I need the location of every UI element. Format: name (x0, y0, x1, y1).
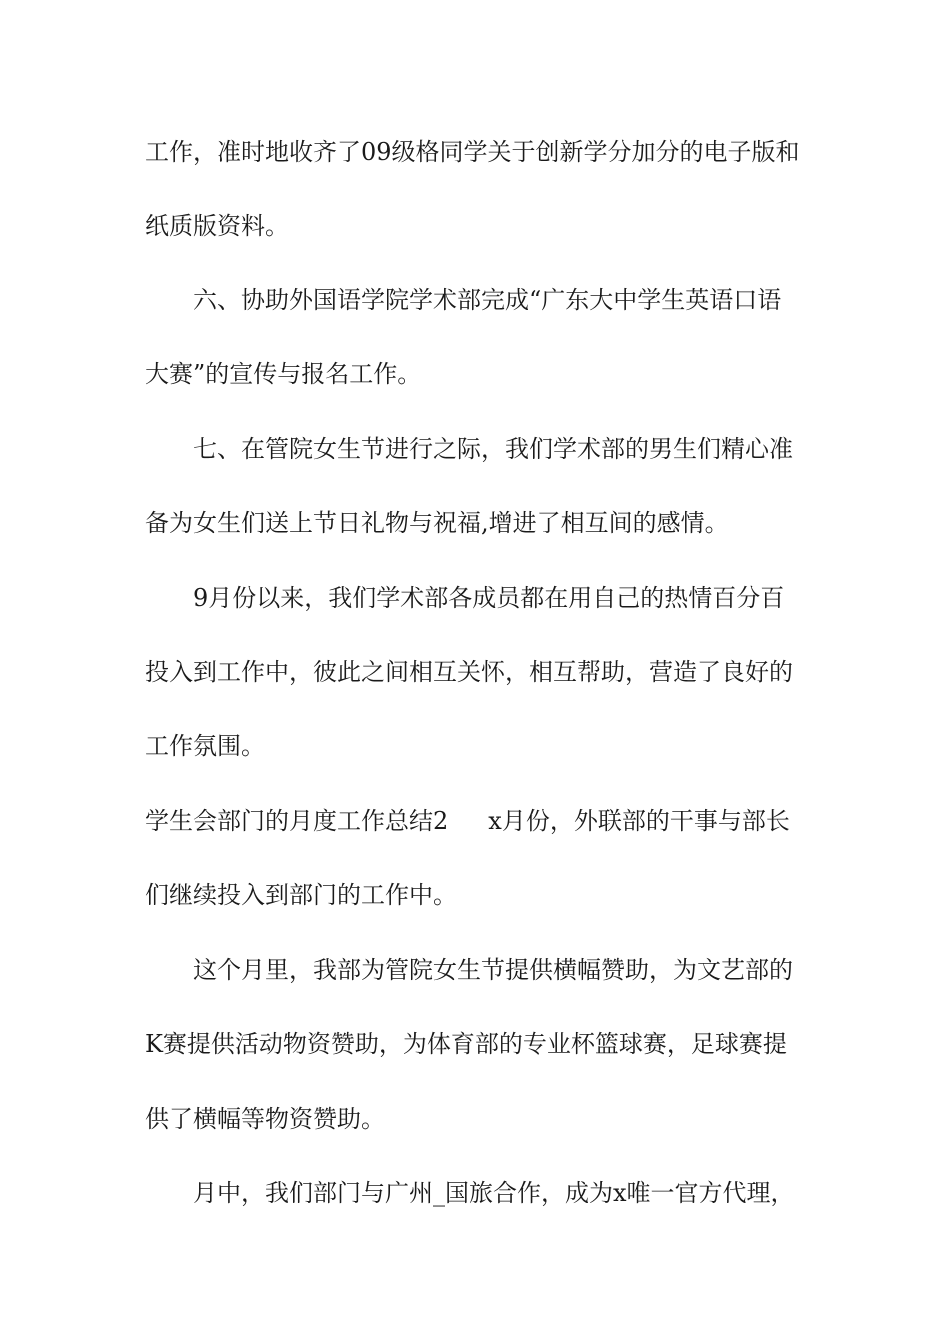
section-heading-line (145, 806, 790, 836)
paragraph-line: 备为女生们送上节日礼物与祝福,增进了相互间的感情。 (145, 509, 729, 537)
paragraph-line: 大赛”的宣传与报名工作。 (145, 360, 422, 388)
paragraph-line: 七、在管院女生节进行之际，我们学术部的男生们精心准 (193, 435, 793, 463)
paragraph-line: 供了横幅等物资赞助。 (145, 1105, 385, 1133)
paragraph-line: 投入到工作中，彼此之间相互关怀，相互帮助，营造了良好的 (145, 658, 793, 686)
paragraph-line: K赛提供活动物资赞助，为体育部的专业杯篮球赛，足球赛提 (145, 1030, 787, 1058)
paragraph-line: 9月份以来，我们学术部各成员都在用自己的热情百分百 (193, 584, 785, 612)
paragraph-line: 们继续投入到部门的工作中。 (145, 881, 457, 909)
paragraph-line: 纸质版资料。 (145, 212, 289, 240)
paragraph-line: 这个月里，我部为管院女生节提供横幅赞助，为文艺部的 (193, 956, 793, 984)
paragraph-line: 工作氛围。 (145, 732, 265, 760)
paragraph-line: 月中，我们部门与广州_国旅合作，成为x唯一官方代理， (193, 1179, 795, 1207)
paragraph-line: 六、协助外国语学院学术部完成“广东大中学生英语口语 (193, 286, 782, 314)
paragraph-text: x月份，外联部的干事与部长 (488, 807, 790, 835)
paragraph-line: 工作，准时地收齐了09级格同学关于创新学分加分的电子版和 (145, 138, 800, 166)
section-title: 学生会部门的月度工作总结2 (145, 807, 449, 835)
